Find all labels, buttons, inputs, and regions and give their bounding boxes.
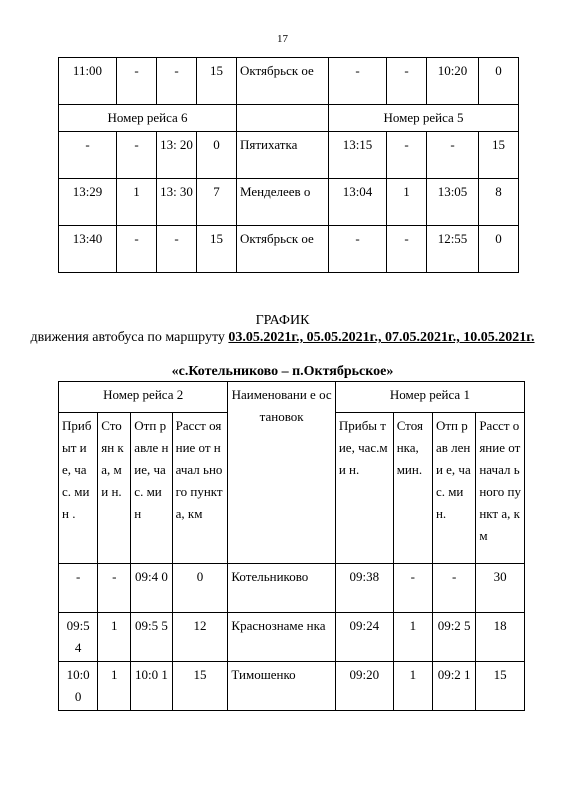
schedule-subtitle: движения автобуса по маршруту 03.05.2021г., 05.05.2021г., 07.05.2021г., 10.05.2021г.	[30, 330, 535, 345]
trip-2-header: Номер рейса 2	[59, 382, 228, 413]
table-cell: 15	[479, 132, 519, 179]
table-cell: 10:0 0	[59, 662, 98, 711]
table-cell: -	[117, 58, 157, 105]
table-cell: -	[157, 226, 197, 273]
schedule-dates: 03.05.2021г., 05.05.2021г., 07.05.2021г., 10.05.2021г.	[228, 330, 535, 345]
table-cell: 12:55	[427, 226, 479, 273]
stop-name-cell: Октябрьск ое	[237, 58, 329, 105]
table-cell: -	[432, 564, 475, 613]
column-header: Отп рав лени е, час. мин.	[432, 413, 475, 564]
table-cell: 1	[98, 613, 131, 662]
column-header: Расст ояние от начал ьного пункт а, км	[172, 413, 228, 564]
table-cell: 12	[172, 613, 228, 662]
table-row	[59, 132, 519, 179]
column-header: Стоян ка, ми н.	[98, 413, 131, 564]
table-row	[59, 226, 519, 273]
schedule-title: ГРАФИК	[255, 313, 310, 328]
page-number: 17	[277, 33, 288, 45]
table-cell: 1	[98, 662, 131, 711]
table-cell: -	[157, 58, 197, 105]
column-header: Стоя нка, мин.	[393, 413, 432, 564]
table-cell: 13:04	[329, 179, 387, 226]
table-cell: 13: 30	[157, 179, 197, 226]
table-cell: -	[329, 226, 387, 273]
table-cell: 13:40	[59, 226, 117, 273]
stop-name-cell: Краснознаме нка	[228, 613, 335, 662]
table-cell: 0	[172, 564, 228, 613]
table-cell: -	[59, 564, 98, 613]
table-cell: 13:29	[59, 179, 117, 226]
stop-name-header: Наименовани е остановок	[228, 382, 335, 564]
table-cell: 09:38	[335, 564, 393, 613]
stop-name-cell: Тимошенко	[228, 662, 335, 711]
stop-name-cell: Пятихатка	[237, 132, 329, 179]
table-cell: 1	[387, 179, 427, 226]
table-cell: 13: 20	[157, 132, 197, 179]
table-cell: -	[329, 58, 387, 105]
trip-6-header: Номер рейса 6	[59, 105, 237, 132]
table-cell: 09:2 5	[432, 613, 475, 662]
table-cell: 15	[197, 58, 237, 105]
schedule-table-continued	[58, 57, 519, 273]
stop-name-cell: Менделеев о	[237, 179, 329, 226]
column-header: Отп равле ние, час. мин	[131, 413, 172, 564]
table-cell: -	[387, 226, 427, 273]
table-cell: 11:00	[59, 58, 117, 105]
table-cell: 0	[197, 132, 237, 179]
table-cell: -	[393, 564, 432, 613]
table-cell: 13:05	[427, 179, 479, 226]
table-cell: 7	[197, 179, 237, 226]
table-cell: 09:5 4	[59, 613, 98, 662]
table-cell: 18	[476, 613, 525, 662]
table-cell: 0	[479, 58, 519, 105]
table-cell: -	[387, 58, 427, 105]
table-cell: 0	[479, 226, 519, 273]
table-cell: 15	[197, 226, 237, 273]
table-cell: 13:15	[329, 132, 387, 179]
stop-name-cell: Котельниково	[228, 564, 335, 613]
stop-name-cell: Октябрьск ое	[237, 226, 329, 273]
table-cell: -	[387, 132, 427, 179]
trip-1-header: Номер рейса 1	[335, 382, 524, 413]
table-row	[59, 564, 525, 613]
table-cell: 09:24	[335, 613, 393, 662]
table-cell: 09:2 1	[432, 662, 475, 711]
table-cell: -	[59, 132, 117, 179]
table-cell: -	[117, 226, 157, 273]
table-cell: 09:4 0	[131, 564, 172, 613]
table-cell: 1	[393, 613, 432, 662]
table-cell: 15	[172, 662, 228, 711]
column-header: Расст ояние от начал ьного пункт а, км	[476, 413, 525, 564]
table-cell: 30	[476, 564, 525, 613]
table-cell: -	[427, 132, 479, 179]
table-row	[59, 613, 525, 662]
table-cell: 09:5 5	[131, 613, 172, 662]
table-row	[59, 662, 525, 711]
table-cell: 8	[479, 179, 519, 226]
route-name: «с.Котельниково – п.Октябрьское»	[171, 364, 394, 379]
table-cell: 10:0 1	[131, 662, 172, 711]
table-cell: 1	[393, 662, 432, 711]
table-cell: 15	[476, 662, 525, 711]
column-header: Прибы тие, час.ми н.	[335, 413, 393, 564]
table-row	[59, 179, 519, 226]
trip-5-header: Номер рейса 5	[329, 105, 519, 132]
table-cell: 1	[117, 179, 157, 226]
table-row	[59, 58, 519, 105]
column-header: Прибыт ие, час. мин .	[59, 413, 98, 564]
schedule-table	[58, 381, 525, 711]
table-cell: 10:20	[427, 58, 479, 105]
table-cell: 09:20	[335, 662, 393, 711]
table-cell: -	[98, 564, 131, 613]
table-cell: -	[117, 132, 157, 179]
